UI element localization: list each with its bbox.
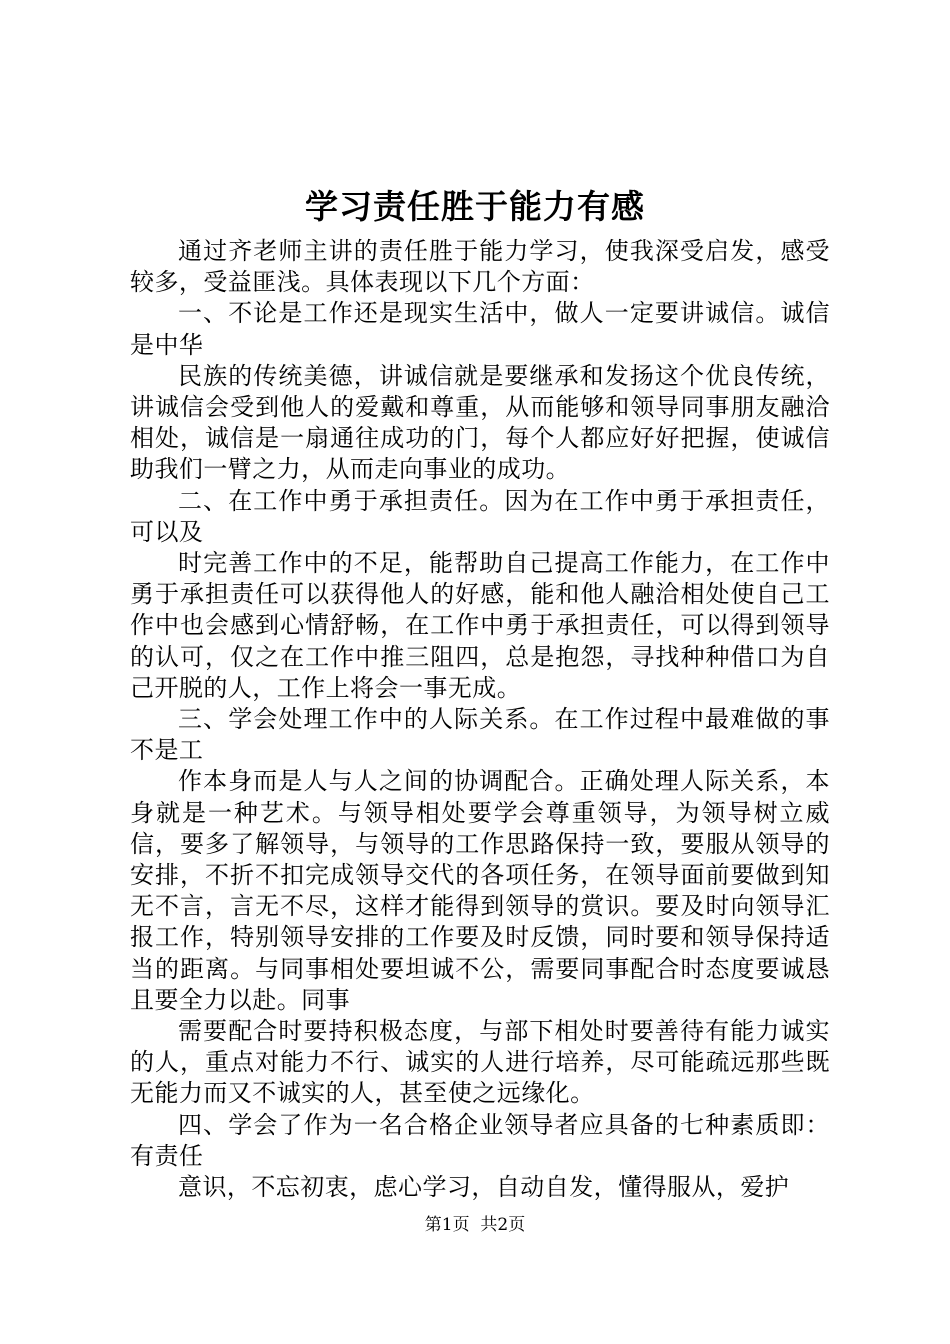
paragraph-point-1-heading: 一、不论是工作还是现实生活中，做人一定要讲诚信。诚信是中华 [130,299,830,359]
paragraph-point-4-body: 意识，不忘初衷，虑心学习，自动自发，懂得服从，爱护 [178,1173,790,1202]
paragraph-point-1-body: 民族的传统美德，讲诚信就是要继承和发扬这个优良传统，讲诚信会受到他人的爱戴和尊重，从而能够和领导同事朋友融洽相处，诚信是一扇通往成功的门，每个人都应好好把握，使诚信助我们一臂之力，从而走向事业的成功。 [130,361,830,484]
paragraph-point-2-heading: 二、在工作中勇于承担责任。因为在工作中勇于承担责任，可以及 [130,486,830,546]
paragraph-point-3-continued: 需要配合时要持积极态度，与部下相处时要善待有能力诚实的人，重点对能力不行、诚实的人进行培养，尽可能疏远那些既无能力而又不诚实的人，甚至使之远缘化。 [130,1017,830,1108]
document-title: 学习责任胜于能力有感 [305,187,645,226]
paragraph-point-2-body: 时完善工作中的不足，能帮助自己提高工作能力，在工作中勇于承担责任可以获得他人的好感，能和他人融洽相处使自己工作中也会感到心情舒畅，在工作中勇于承担责任，可以得到领导的认可，仅之在工作中推三阻四，总是抱怨，寻找种种借口为自己开脱的人，工作上将会一事无成。 [130,549,830,702]
paragraph-point-3-heading: 三、学会处理工作中的人际关系。在工作过程中最难做的事不是工 [130,705,830,765]
page-footer: 第1页 共2页 [424,1215,526,1235]
paragraph-intro: 通过齐老师主讲的责任胜于能力学习，使我深受启发，感受较多，受益匪浅。具体表现以下几个方面： [130,237,830,297]
paragraph-point-3-body: 作本身而是人与人之间的协调配合。正确处理人际关系，本身就是一种艺术。与领导相处要学会尊重领导，为领导树立威信，要多了解领导，与领导的工作思路保持一致，要服从领导的安排，不折不扣完成领导交代的各项任务，在领导面前要做到知无不言，言无不尽，这样才能得到领导的赏识。要及时向领导汇报工作，特别领导安排的工作要及时反馈，同时要和领导保持适当的距离。与同事相处要坦诚不公，需要同事配合时态度要诚恳且要全力以赴。同事 [130,767,830,1014]
paragraph-point-4-heading: 四、学会了作为一名合格企业领导者应具备的七种素质即：有责任 [130,1110,830,1170]
document-body [130,236,830,1203]
